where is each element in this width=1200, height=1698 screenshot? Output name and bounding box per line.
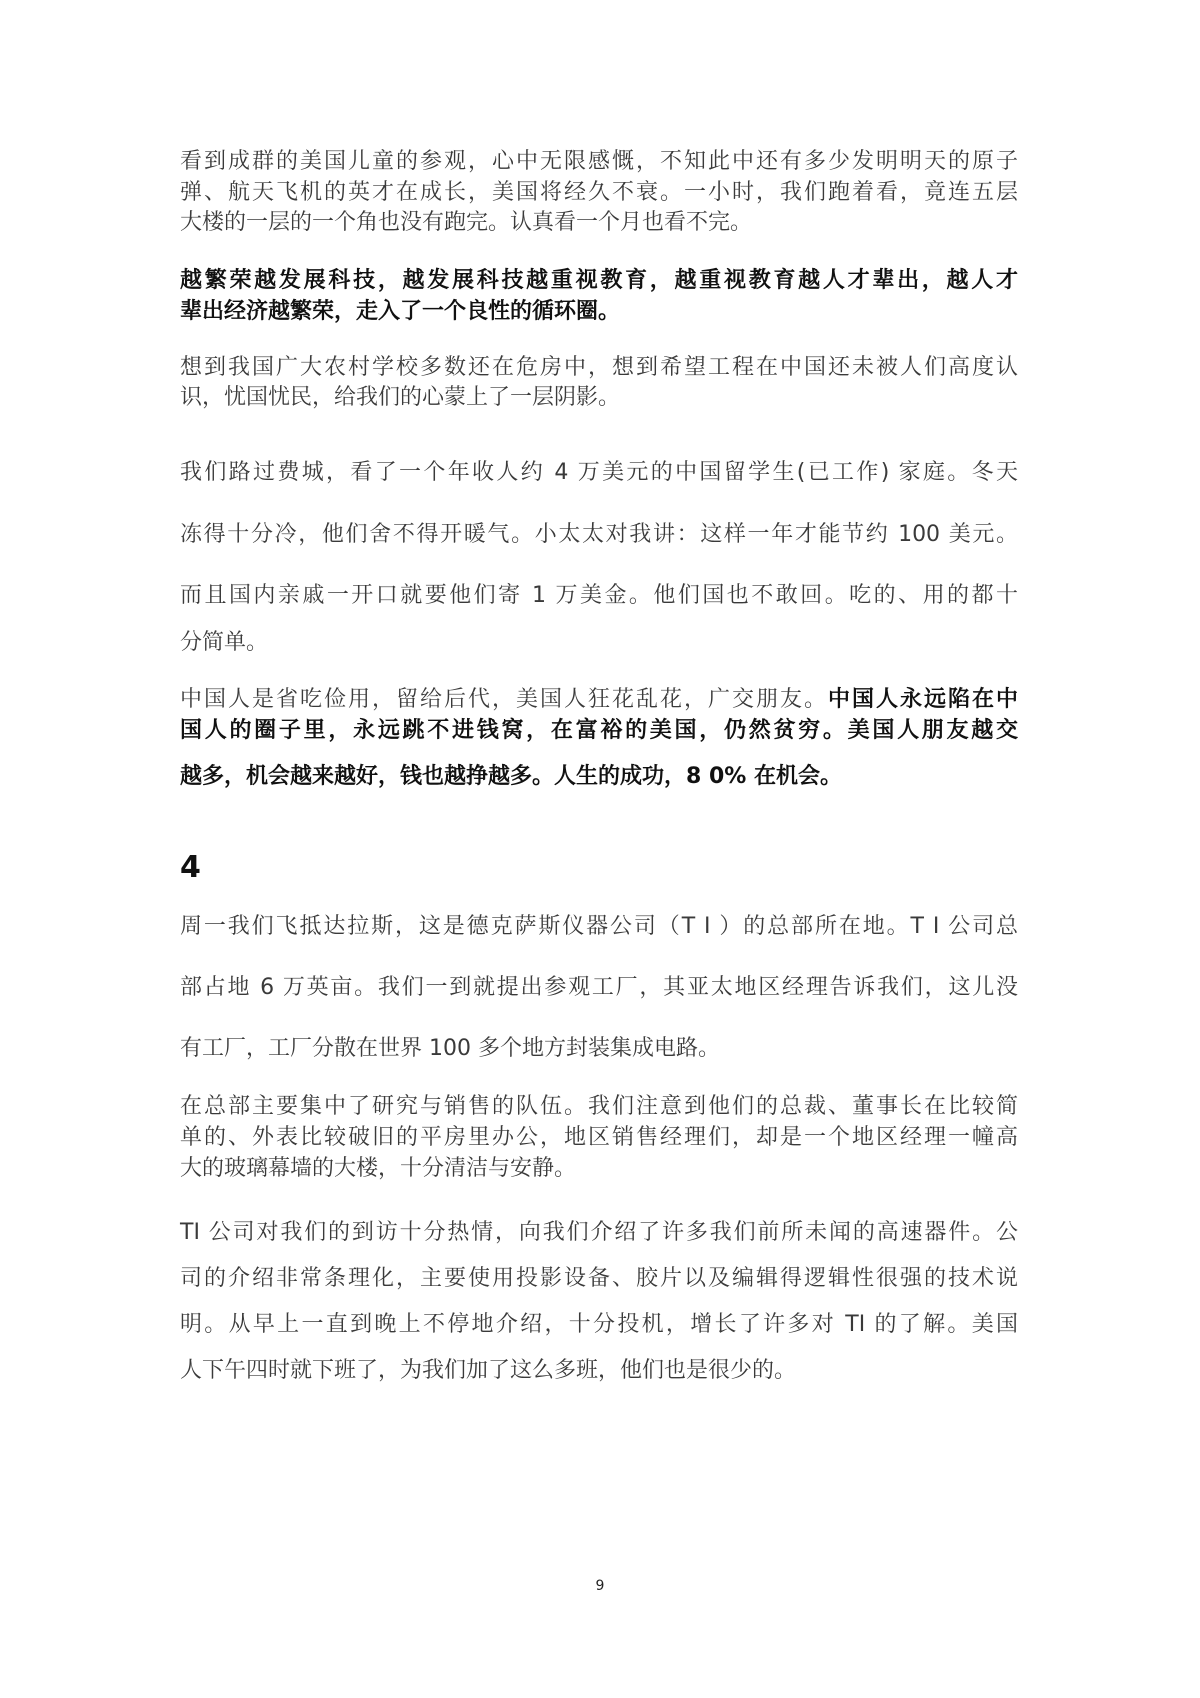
body-text: 有工厂，工厂分散在世界 100 多个地方封装集成电路。	[180, 1036, 720, 1061]
bold-text: 越多，机会越来越好，钱也越挣越多。人生的成功，8 0% 在机会。	[180, 764, 842, 789]
body-text: 而且国内亲戚一开口就要他们寄 1 万美金。他们国也不敢回。吃的、用的都十	[180, 583, 1018, 608]
paragraph-5-line	[180, 716, 1018, 746]
body-text: 中国人是省吃俭用，留给后代，美国人狂花乱花，广交朋友。	[180, 687, 828, 712]
page-number: 9	[595, 1578, 605, 1594]
body-text: 分简单。	[180, 630, 269, 655]
paragraph-4-line	[180, 520, 1018, 550]
body-text: 看到成群的美国儿童的参观，心中无限感慨，不知此中还有多少发明明天的原子	[180, 149, 1018, 174]
body-text: 周一我们飞抵达拉斯，这是德克萨斯仪器公司（T I ）的总部所在地。T I 公司总	[180, 914, 1018, 939]
body-text: 在总部主要集中了研究与销售的队伍。我们注意到他们的总裁、董事长在比较简	[180, 1094, 1018, 1119]
paragraph-6-line	[180, 1034, 720, 1064]
body-text: 大楼的一层的一个角也没有跑完。认真看一个月也看不完。	[180, 210, 753, 235]
paragraph-2-line	[180, 266, 1018, 296]
body-text: 单的、外表比较破旧的平房里办公，地区销售经理们，却是一个地区经理一幢高	[180, 1125, 1018, 1150]
section-heading: 4	[180, 850, 201, 885]
bold-text: 中国人永远陷在中	[827, 687, 1018, 712]
body-text: 大的玻璃幕墙的大楼，十分清洁与安静。	[180, 1156, 577, 1181]
paragraph-4-line	[180, 581, 1018, 611]
body-text: 识，忧国忧民，给我们的心蒙上了一层阴影。	[180, 385, 621, 410]
paragraph-7-line	[180, 1154, 576, 1184]
body-text: 人下午四时就下班了，为我们加了这么多班，他们也是很少的。	[180, 1358, 797, 1383]
paragraph-8-line	[180, 1264, 1018, 1294]
paragraph-4-line	[180, 628, 268, 658]
paragraph-8-line	[180, 1310, 1018, 1340]
paragraph-2-line	[180, 297, 620, 327]
body-text: 司的介绍非常条理化，主要使用投影设备、胶片以及编辑得逻辑性很强的技术说	[180, 1266, 1018, 1291]
paragraph-1-line	[180, 208, 752, 238]
body-text: 想到我国广大农村学校多数还在危房中，想到希望工程在中国还未被人们高度认	[180, 355, 1018, 380]
paragraph-1-line	[180, 178, 1018, 208]
paragraph-5-line	[180, 762, 842, 792]
body-text: 我们路过费城，看了一个年收人约 4 万美元的中国留学生(已工作) 家庭。冬天	[180, 460, 1018, 485]
bold-text: 越繁荣越发展科技，越发展科技越重视教育，越重视教育越人才辈出，越人才	[180, 268, 1018, 293]
paragraph-5-line	[180, 685, 1018, 715]
paragraph-3-line	[180, 353, 1018, 383]
paragraph-6-line	[180, 912, 1018, 942]
paragraph-7-line	[180, 1123, 1018, 1153]
paragraph-3-line	[180, 383, 620, 413]
body-text: 弹、航天飞机的英才在成长，美国将经久不衰。一小时，我们跑着看，竟连五层	[180, 180, 1018, 205]
body-text: 冻得十分冷，他们舍不得开暖气。小太太对我讲：这样一年才能节约 100 美元。	[180, 522, 1018, 547]
paragraph-8-line	[180, 1356, 796, 1386]
bold-text: 国人的圈子里，永远跳不进钱窝，在富裕的美国，仍然贫穷。美国人朋友越交	[180, 718, 1018, 743]
paragraph-7-line	[180, 1092, 1018, 1122]
body-text: TI 公司对我们的到访十分热情，向我们介绍了许多我们前所未闻的高速器件。公	[180, 1220, 1018, 1245]
paragraph-8-line	[180, 1218, 1018, 1248]
paragraph-4-line	[180, 458, 1018, 488]
body-text: 部占地 6 万英亩。我们一到就提出参观工厂，其亚太地区经理告诉我们，这儿没	[180, 975, 1018, 1000]
paragraph-6-line	[180, 973, 1018, 1003]
bold-text: 辈出经济越繁荣，走入了一个良性的循环圈。	[180, 299, 621, 324]
body-text: 明。从早上一直到晚上不停地介绍，十分投机，增长了许多对 TI 的了解。美国	[180, 1312, 1018, 1337]
paragraph-1-line	[180, 147, 1018, 177]
